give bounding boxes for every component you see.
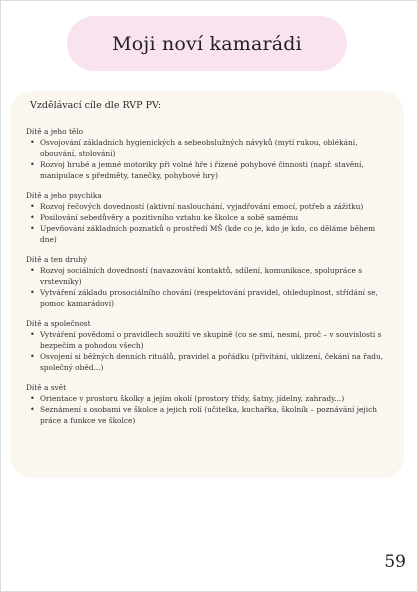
goal-list [26,265,388,309]
goal-item: • Rozvoj sociálních dovedností (navazování kontaktů, sdílení, komunikace, spolupráce s vrstevníky) [40,265,388,287]
goal-list [26,329,388,373]
section-title: Dítě a svět [26,383,67,392]
goal-list [26,201,388,245]
goal-item: • Osvojování základních hygienických a sebeobslužných návyků (mytí rukou, oblékání, obouvání, stolování) [40,137,388,159]
goal-item: • Rozvoj řečových dovedností (aktivní naslouchání, vyjadřování emocí, potřeb a zážitku) [40,201,388,212]
goal-section [26,382,388,426]
goal-section [26,254,388,309]
goal-item: • Upevňování základních poznatků o prostředí MŠ (kde co je, kdo je kdo, co děláme během dne) [40,223,388,245]
goal-section [26,190,388,245]
page-number: 59 [384,552,406,572]
goal-section [26,318,388,373]
section-title: Dítě a ten druhý [26,255,88,264]
goal-list [26,137,388,181]
title-banner [67,16,347,71]
section-title: Dítě a jeho psychika [26,191,102,200]
goal-section [26,126,388,181]
goal-item: • Vytváření základu prosociálního chování (respektování pravidel, ohleduplnost, střídání se, pomoc kamarádovi) [40,287,388,309]
section-title: Dítě a společnost [26,319,91,328]
goal-list [26,393,388,426]
goal-item: • Seznámení s osobami ve školce a jejich rolí (učitelka, kuchařka, školník – poznávání jejich práce a funkce ve školce) [40,404,388,426]
goal-item: • Posilování sebedůvěry a pozitivního vztahu ke školce a sobě samému [40,212,388,223]
goal-item: • Rozvoj hrubé a jemné motoriky při volné hře i řízené pohybové činnosti (např. stavění, manipulace s předměty, tanečky, pohybové hry) [40,159,388,181]
goal-item: • Vytváření povědomí o pravidlech soužití ve skupině (co se smí, nesmí, proč – v souvislosti s bezpečím a pohodou všech) [40,329,388,351]
goal-item: • Orientace v prostoru školky a jejím okolí (prostory třídy, šatny, jídelny, zahrady...) [40,393,388,404]
section-title: Dítě a jeho tělo [26,127,84,136]
goals-content [26,126,388,435]
page-title: Moji noví kamarádi [112,32,302,55]
goal-item: • Osvojení si běžných denních rituálů, pravidel a pořádku (přivítání, uklizení, čekání na řadu, společný oběd...) [40,351,388,373]
card-heading: Vzdělávací cíle dle RVP PV: [30,100,162,111]
